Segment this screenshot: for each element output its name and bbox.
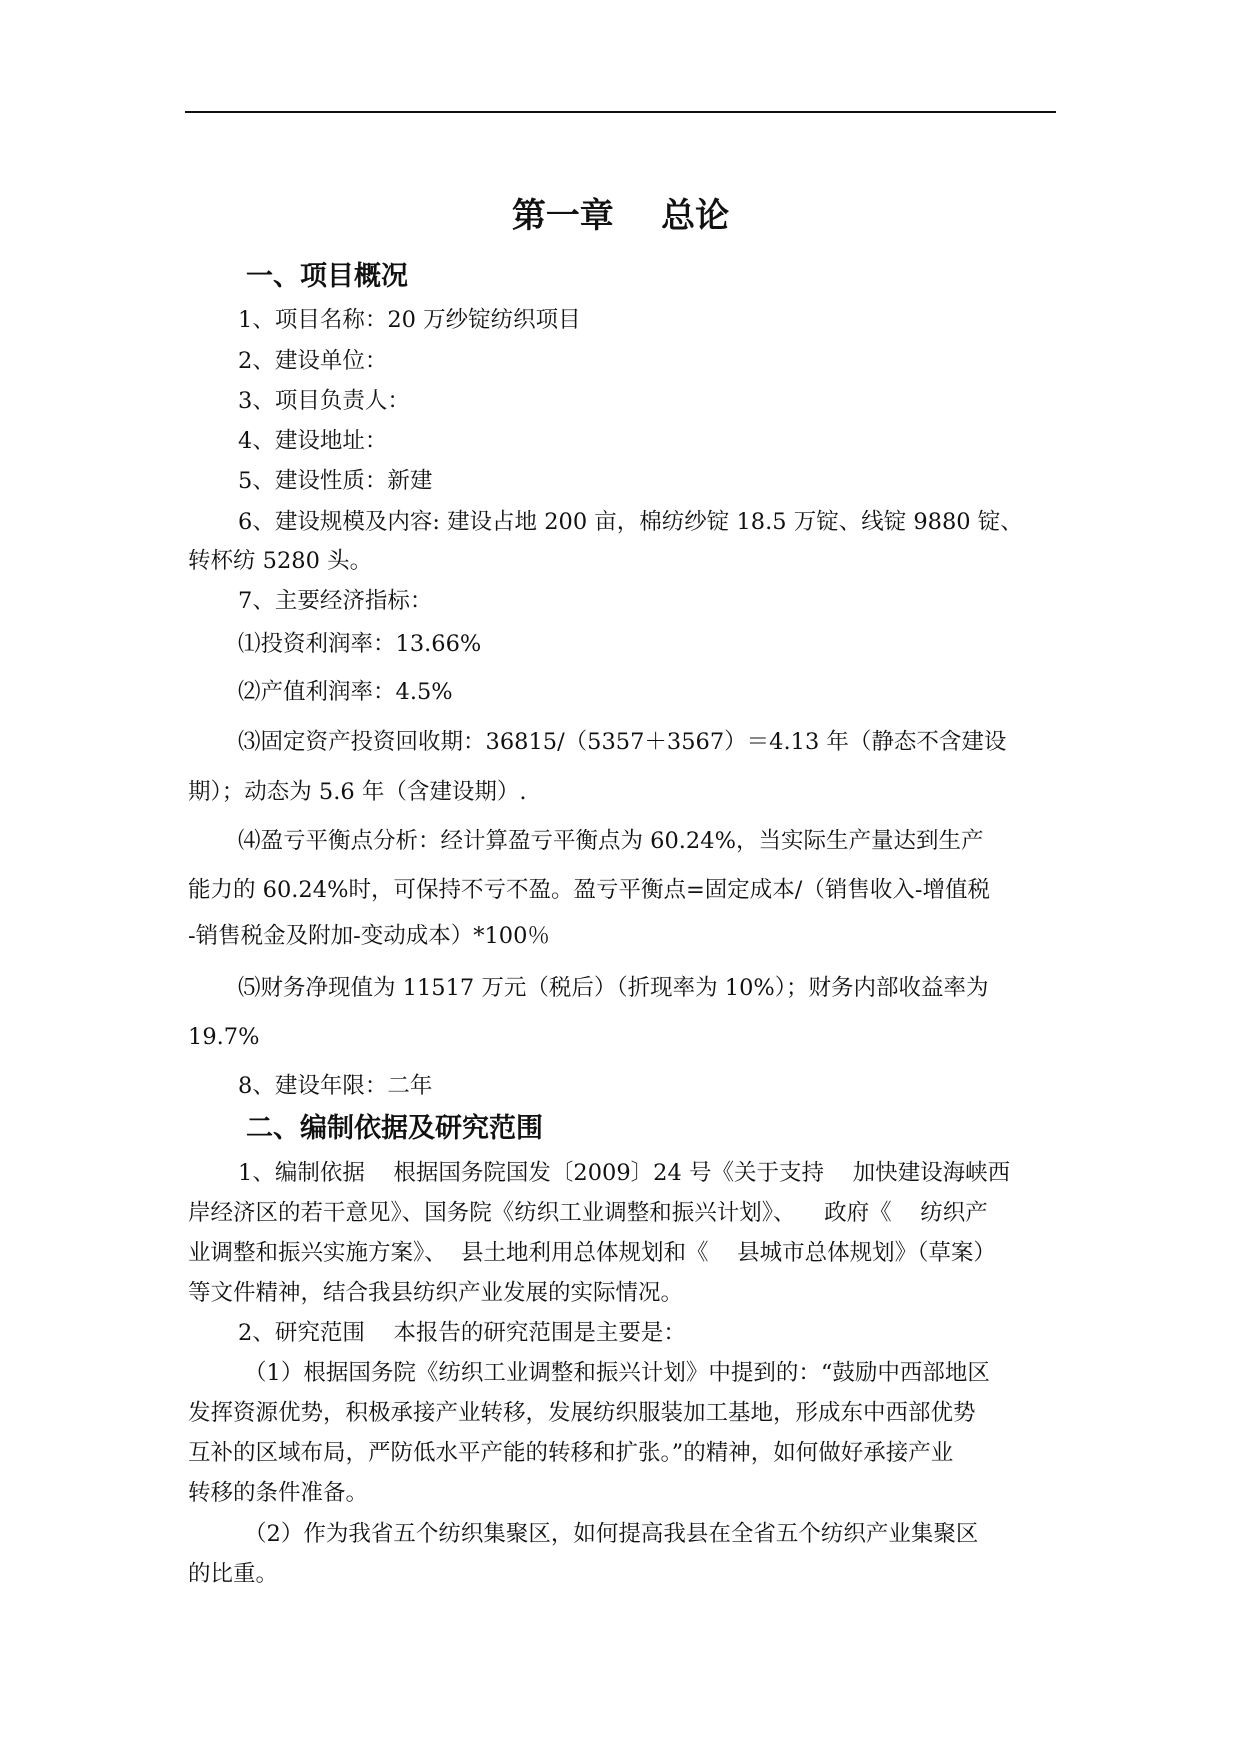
overview-line: 转杯纺 5280 头。 — [188, 548, 373, 574]
overview-line: -销售税金及附加-变动成本）*100％ — [188, 923, 550, 949]
basis-line: （2）作为我省五个纺织集聚区，如何提高我县在全省五个纺织产业集聚区 — [244, 1521, 979, 1547]
overview-line: 期）；动态为 5.6 年（含建设期）. — [188, 779, 527, 805]
overview-line: 能力的 60.24%时，可保持不亏不盈。盈亏平衡点=固定成本/（销售收入-增值税 — [188, 877, 990, 903]
overview-line: 8、建设年限：二年 — [238, 1073, 433, 1099]
basis-line: 2、研究范围 本报告的研究范围是主要是： — [238, 1320, 686, 1346]
section-heading-basis: 二、编制依据及研究范围 — [246, 1113, 543, 1144]
overview-line: ⑴投资利润率：13.66% — [238, 631, 482, 657]
header-rule — [185, 111, 1056, 113]
section-heading-overview: 一、项目概况 — [246, 261, 408, 292]
overview-line: 19.7% — [188, 1024, 260, 1050]
overview-line: ⑷盈亏平衡点分析：经计算盈亏平衡点为 60.24%，当实际生产量达到生产 — [238, 828, 984, 854]
basis-line: 的比重。 — [188, 1561, 279, 1587]
basis-line: 等文件精神，结合我县纺织产业发展的实际情况。 — [188, 1280, 684, 1306]
overview-line: 7、主要经济指标： — [238, 588, 433, 614]
overview-line: 5、建设性质：新建 — [238, 468, 433, 494]
overview-line: 1、项目名称：20 万纱锭纺织项目 — [238, 307, 581, 333]
basis-line: 互补的区域布局，严防低水平产能的转移和扩张。”的精神，如何做好承接产业 — [188, 1440, 954, 1466]
overview-line: 6、建设规模及内容: 建设占地 200 亩，棉纺纱锭 18.5 万锭、线锭 9880 锭、 — [238, 509, 1023, 535]
overview-line: 2、建设单位： — [238, 348, 388, 374]
overview-line: ⑸财务净现值为 11517 万元（税后）（折现率为 10%）；财务内部收益率为 — [238, 975, 989, 1001]
overview-line: 4、建设地址： — [238, 428, 388, 454]
basis-line: （1）根据国务院《纺织工业调整和振兴计划》中提到的：“鼓励中西部地区 — [244, 1360, 990, 1386]
basis-line: 发挥资源优势，积极承接产业转移，发展纺织服装加工基地，形成东中西部优势 — [188, 1400, 976, 1426]
basis-line: 1、编制依据 根据国务院国发〔2009〕24 号《关于支持 加快建设海峡西 — [238, 1160, 1011, 1186]
basis-line: 岸经济区的若干意见》、国务院《纺织工业调整和振兴计划》、 政府《 纺织产 — [188, 1200, 988, 1226]
overview-line: ⑵产值利润率：4.5% — [238, 679, 453, 705]
overview-line: 3、项目负责人： — [238, 388, 410, 414]
overview-line: ⑶固定资产投资回收期：36815/（5357＋3567）＝4.13 年（静态不含建设 — [238, 729, 1007, 755]
basis-line: 转移的条件准备。 — [188, 1480, 369, 1506]
basis-line: 业调整和振兴实施方案》、 县土地利用总体规划和《 县城市总体规划》（草案） — [188, 1240, 996, 1266]
chapter-title: 第一章 总论 — [511, 196, 730, 236]
